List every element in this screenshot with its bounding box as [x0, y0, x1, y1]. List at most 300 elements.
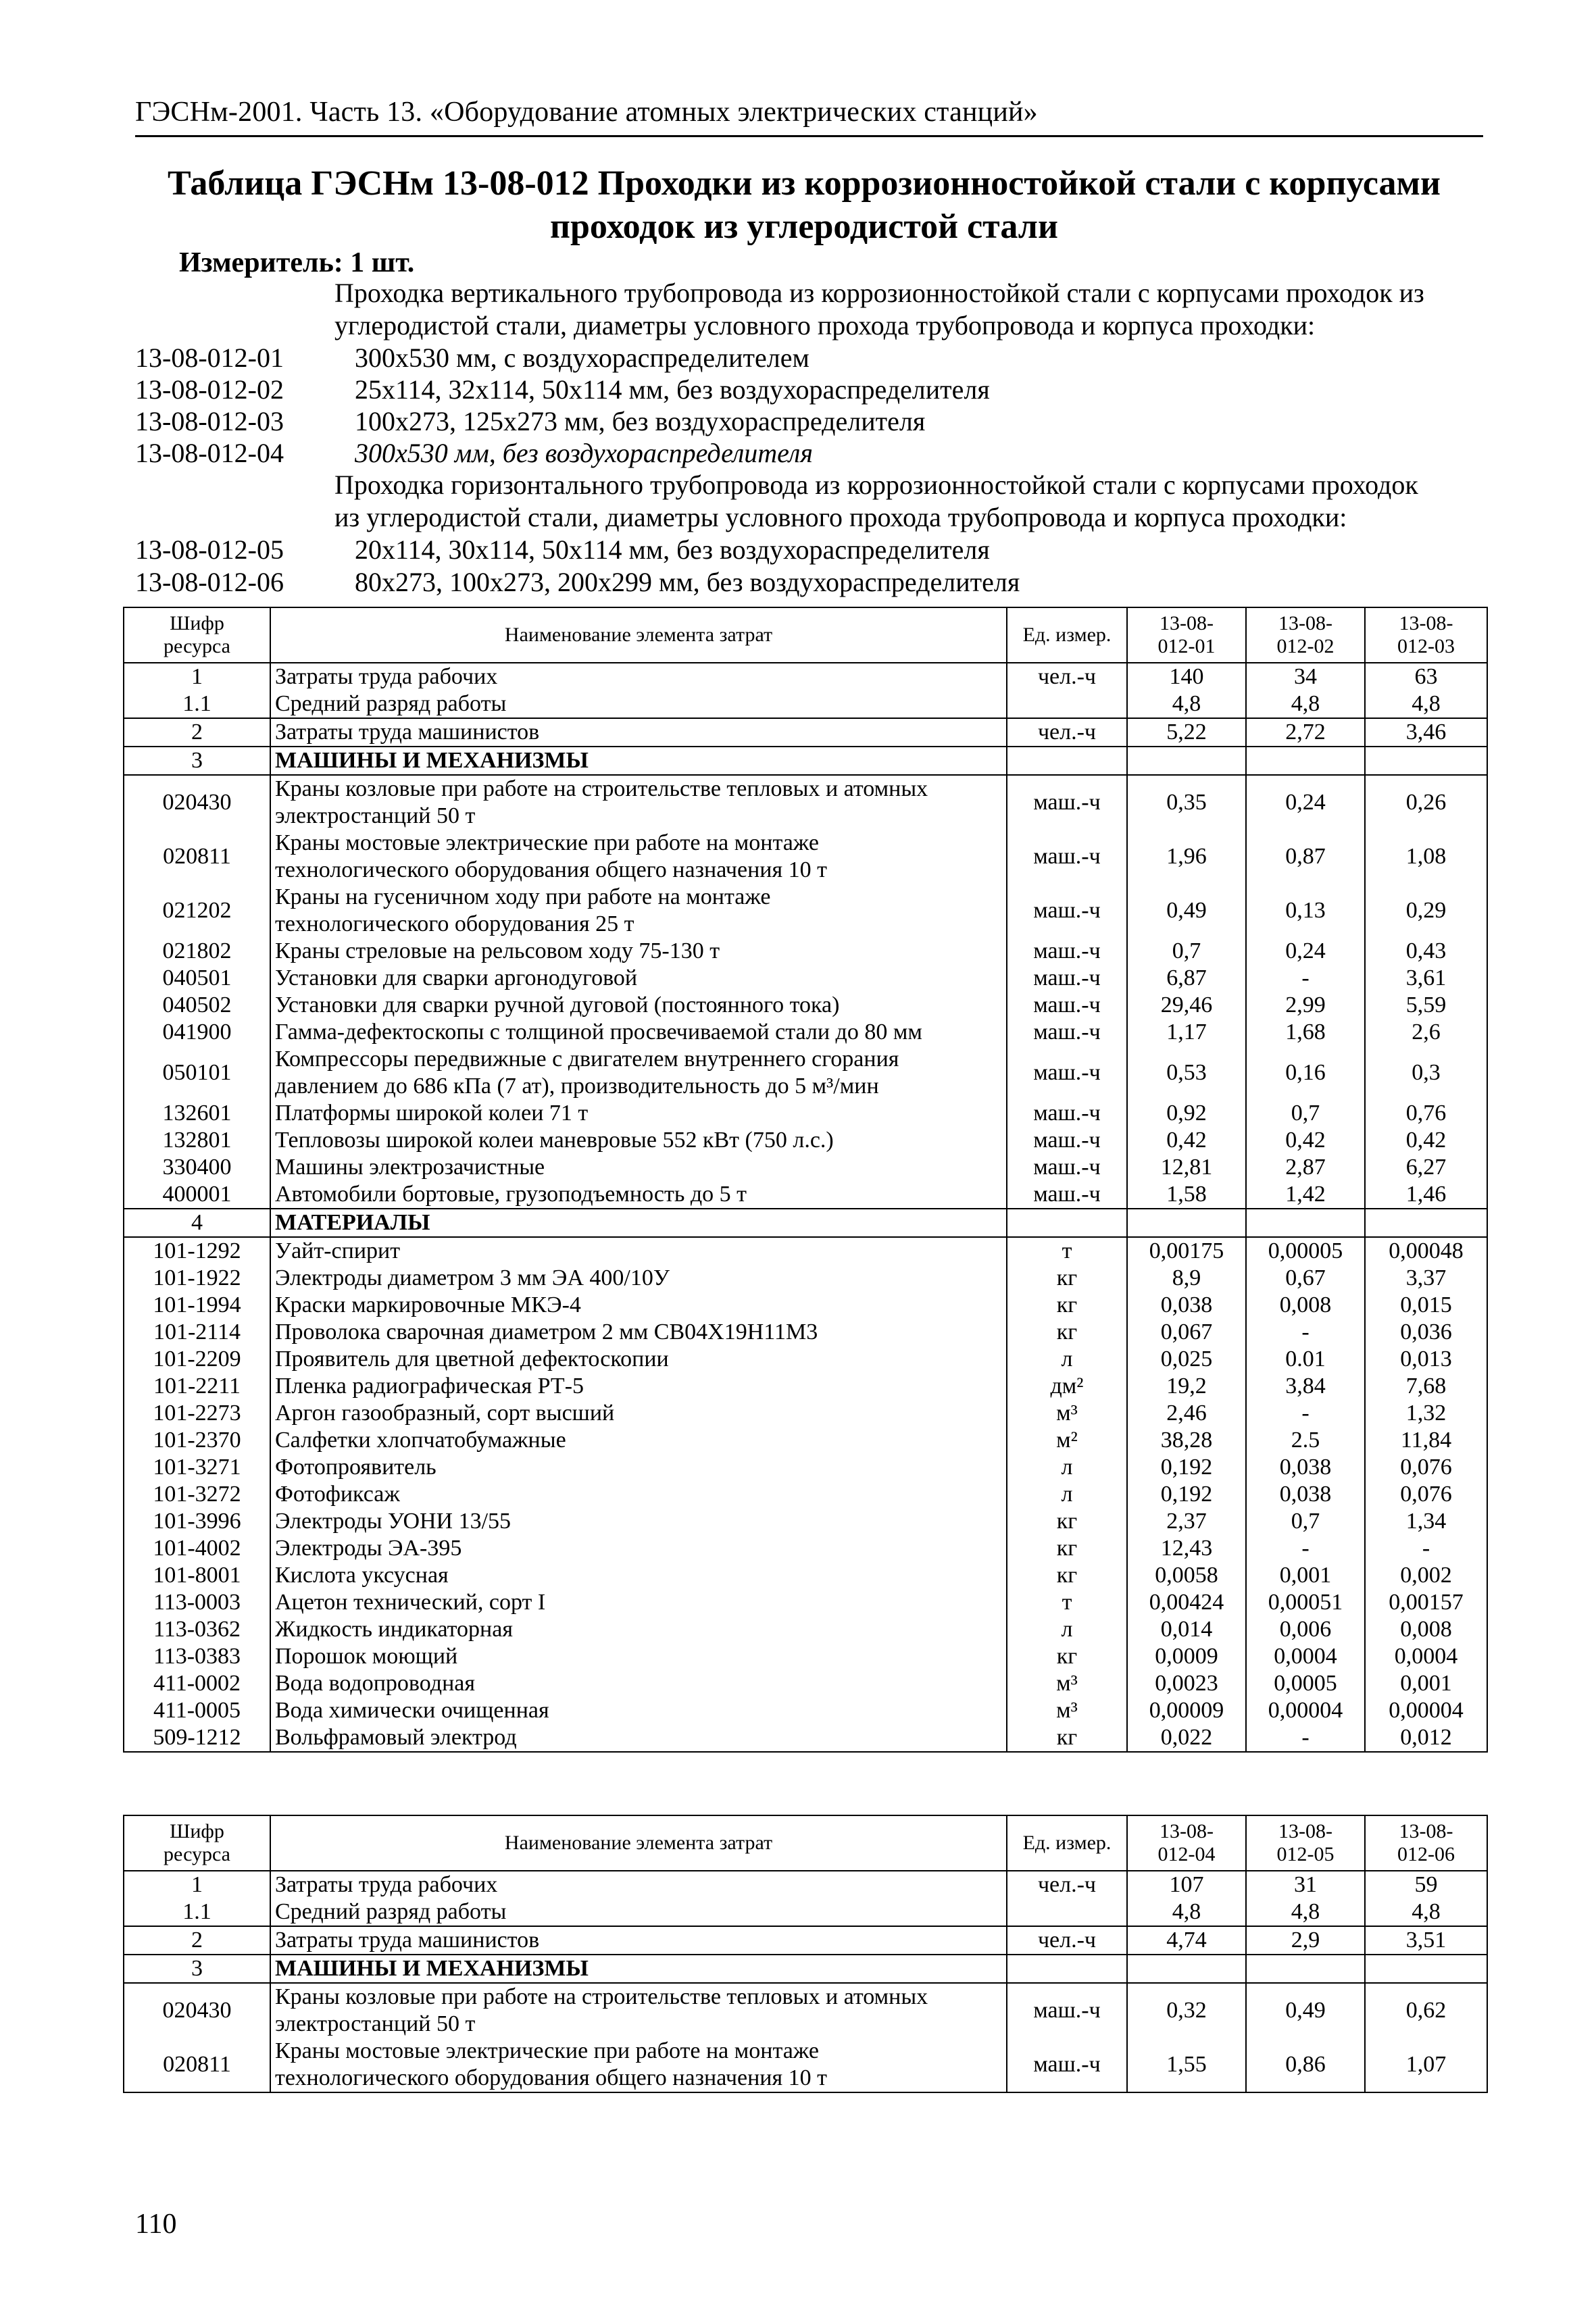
cell-name-text: Тепловозы широкой колеи маневровые 552 кВт (750 л.с.) — [275, 1128, 834, 1153]
cell-name-text: Автомобили бортовые, грузоподъемность до 5 т — [275, 1182, 747, 1207]
cell-value: 0,32 — [1127, 1983, 1246, 2038]
cell-value: 4,8 — [1365, 1898, 1487, 1926]
cell-value: 2,99 — [1246, 992, 1365, 1019]
vertical-description-line1: Проходка вертикального трубопровода из коррозионностойкой стали с корпусами проходок из — [334, 278, 1424, 308]
cell-unit: м³ — [1007, 1670, 1127, 1697]
cell-unit: маш.-ч — [1007, 1046, 1127, 1100]
cell-value: 0,076 — [1365, 1481, 1487, 1508]
cell-value: - — [1246, 1535, 1365, 1562]
measure-unit — [179, 247, 414, 279]
cell-value: 0,87 — [1246, 830, 1365, 884]
cell-unit — [1007, 690, 1127, 718]
cell-value: 0,13 — [1246, 884, 1365, 938]
item-code: 13-08-012-04 — [135, 438, 284, 468]
table-row — [124, 1265, 1487, 1292]
cell-value: 7,68 — [1365, 1373, 1487, 1400]
table-row — [124, 718, 1487, 747]
cell-code: 020811 — [124, 2038, 270, 2092]
cell-value: 0,43 — [1365, 938, 1487, 965]
cell-unit: маш.-ч — [1007, 1100, 1127, 1127]
cell-name — [270, 1508, 1007, 1535]
cell-name-text: Средний разряд работы — [275, 691, 507, 716]
cell-name-text: Платформы широкой колеи 71 т — [275, 1101, 589, 1126]
cell-value — [1365, 1955, 1487, 1983]
horizontal-description-line1: Проходка горизонтального трубопровода из коррозионностойкой стали с корпусами проходок — [334, 470, 1418, 500]
cell-value: 0,002 — [1365, 1562, 1487, 1589]
cell-name — [270, 1983, 1007, 2038]
header-col: 13-08- 012-01 — [1127, 607, 1246, 663]
cell-code: 411-0005 — [124, 1697, 270, 1724]
cell-value: 0,24 — [1246, 938, 1365, 965]
table-row — [124, 1427, 1487, 1454]
cell-unit: кг — [1007, 1643, 1127, 1670]
cell-unit — [1007, 1898, 1127, 1926]
cell-name-text: Компрессоры передвижные с двигателем внутреннего сгорания — [275, 1047, 899, 1072]
cell-value: 4,8 — [1246, 1898, 1365, 1926]
cell-value: 11,84 — [1365, 1427, 1487, 1454]
table-row — [124, 1724, 1487, 1752]
cell-name-text: Гамма-дефектоскопы с толщиной просвечиваемой стали до 80 мм — [275, 1020, 922, 1045]
cell-name — [270, 747, 1007, 775]
cell-value: 3,46 — [1365, 718, 1487, 747]
cell-name-text: Уайт-спирит — [275, 1238, 401, 1263]
cell-value: 12,81 — [1127, 1154, 1246, 1181]
cell-value: 2,46 — [1127, 1400, 1246, 1427]
cell-value: 0,013 — [1365, 1346, 1487, 1373]
cell-name-text-cont: технологического оборудования 25 т — [275, 911, 634, 936]
cell-unit: маш.-ч — [1007, 992, 1127, 1019]
cell-value — [1127, 1209, 1246, 1237]
cell-value: 0,7 — [1246, 1508, 1365, 1535]
cell-unit: т — [1007, 1237, 1127, 1265]
table-row — [124, 1046, 1487, 1100]
cell-name-text: Затраты труда рабочих — [275, 664, 498, 689]
table-row — [124, 830, 1487, 884]
table-row — [124, 1209, 1487, 1237]
cell-value: 3,37 — [1365, 1265, 1487, 1292]
cell-value: 0,014 — [1127, 1616, 1246, 1643]
table-row — [124, 965, 1487, 992]
norms-table-1 — [123, 607, 1488, 1753]
running-header: ГЭСНм-2001. Часть 13. «Оборудование атомных электрических станций» — [135, 97, 1038, 128]
item-text: 300x530 мм, без воздухораспределителя — [355, 438, 813, 468]
cell-name — [270, 1481, 1007, 1508]
cell-unit: маш.-ч — [1007, 775, 1127, 830]
cell-value: 8,9 — [1127, 1265, 1246, 1292]
cell-value: 29,46 — [1127, 992, 1246, 1019]
cell-value: 5,22 — [1127, 718, 1246, 747]
cell-unit: кг — [1007, 1265, 1127, 1292]
measure-value: 1 шт. — [350, 247, 415, 278]
cell-name — [270, 1697, 1007, 1724]
cell-unit: л — [1007, 1616, 1127, 1643]
cell-unit: м³ — [1007, 1697, 1127, 1724]
page-number: 110 — [135, 2209, 177, 2240]
cell-name-text: Затраты труда машинистов — [275, 1928, 540, 1953]
cell-value: 2,37 — [1127, 1508, 1246, 1535]
table-row — [124, 1697, 1487, 1724]
cell-code: 2 — [124, 1926, 270, 1955]
cell-name — [270, 1955, 1007, 1983]
cell-name-text: Салфетки хлопчатобумажные — [275, 1428, 566, 1453]
cell-name — [270, 1589, 1007, 1616]
cell-name — [270, 1019, 1007, 1046]
cell-name-text: Ацетон технический, сорт I — [275, 1590, 546, 1615]
item-code: 13-08-012-02 — [135, 374, 284, 405]
table-row — [124, 1100, 1487, 1127]
cell-value: 2,6 — [1365, 1019, 1487, 1046]
cell-code: 3 — [124, 747, 270, 775]
cell-value: 0,00004 — [1365, 1697, 1487, 1724]
table-row — [124, 747, 1487, 775]
cell-name — [270, 1724, 1007, 1752]
cell-name — [270, 690, 1007, 718]
table-row — [124, 2038, 1487, 2092]
cell-code: 101-2114 — [124, 1319, 270, 1346]
cell-unit: маш.-ч — [1007, 1181, 1127, 1209]
cell-value: 0,24 — [1246, 775, 1365, 830]
cell-name-text: Вода водопроводная — [275, 1671, 475, 1696]
cell-name — [270, 718, 1007, 747]
cell-value: 0,001 — [1246, 1562, 1365, 1589]
table-row — [124, 1373, 1487, 1400]
table-row — [124, 690, 1487, 718]
cell-unit: маш.-ч — [1007, 830, 1127, 884]
header-code: Шифр ресурса — [124, 1815, 270, 1871]
vertical-description-line2: углеродистой стали, диаметры условного прохода трубопровода и корпуса проходки: — [334, 310, 1316, 341]
cell-code: 1 — [124, 663, 270, 690]
cell-name-text: Краны стреловые на рельсовом ходу 75-130 т — [275, 938, 720, 963]
cell-value: 1,58 — [1127, 1181, 1246, 1209]
cell-value: 1,32 — [1365, 1400, 1487, 1427]
cell-value: 0,0005 — [1246, 1670, 1365, 1697]
cell-code: 101-2273 — [124, 1400, 270, 1427]
cell-name — [270, 1209, 1007, 1237]
cell-value: 63 — [1365, 663, 1487, 690]
cell-value: 0,86 — [1246, 2038, 1365, 2092]
cell-value: 4,8 — [1246, 690, 1365, 718]
cell-name-text: МАШИНЫ И МЕХАНИЗМЫ — [275, 748, 589, 773]
cell-name — [270, 1237, 1007, 1265]
cell-name-text-cont: давлением до 686 кПа (7 ат), производительность до 5 м³/мин — [275, 1074, 879, 1099]
cell-value: 31 — [1246, 1871, 1365, 1898]
table-row — [124, 1019, 1487, 1046]
cell-code: 101-2211 — [124, 1373, 270, 1400]
item-code: 13-08-012-01 — [135, 343, 284, 373]
cell-unit: дм² — [1007, 1373, 1127, 1400]
table-title-line1: Таблица ГЭСНм 13-08-012 Проходки из коррозионностойкой стали с корпусами — [168, 164, 1441, 203]
cell-name — [270, 938, 1007, 965]
table-row — [124, 1643, 1487, 1670]
table-row — [124, 884, 1487, 938]
cell-name-text-cont: электростанций 50 т — [275, 2011, 476, 2036]
cell-name — [270, 884, 1007, 938]
cell-code: 411-0002 — [124, 1670, 270, 1697]
cell-name — [270, 775, 1007, 830]
cell-name — [270, 1127, 1007, 1154]
cell-value: 0,192 — [1127, 1481, 1246, 1508]
table-row — [124, 1400, 1487, 1427]
cell-value: 0,42 — [1127, 1127, 1246, 1154]
cell-unit: маш.-ч — [1007, 2038, 1127, 2092]
cell-value: 1,42 — [1246, 1181, 1365, 1209]
cell-value: 0,192 — [1127, 1454, 1246, 1481]
cell-value: 1,34 — [1365, 1508, 1487, 1535]
cell-code: 021802 — [124, 938, 270, 965]
cell-value — [1246, 1955, 1365, 1983]
cell-value: 0,26 — [1365, 775, 1487, 830]
cell-name-text: Краски маркировочные МКЭ-4 — [275, 1292, 581, 1317]
cell-value: 4,8 — [1365, 690, 1487, 718]
cell-value: 0,49 — [1246, 1983, 1365, 2038]
table-row — [124, 775, 1487, 830]
cell-name-text: Средний разряд работы — [275, 1899, 507, 1924]
cell-name — [270, 1100, 1007, 1127]
table-row — [124, 1871, 1487, 1898]
cell-name — [270, 965, 1007, 992]
cell-name-text: Пленка радиографическая РТ-5 — [275, 1374, 584, 1399]
cell-value: 0,067 — [1127, 1319, 1246, 1346]
cell-value: 0,038 — [1127, 1292, 1246, 1319]
cell-name — [270, 1181, 1007, 1209]
table-row — [124, 1181, 1487, 1209]
header-name: Наименование элемента затрат — [270, 607, 1007, 663]
cell-value: 59 — [1365, 1871, 1487, 1898]
cell-value: 1,08 — [1365, 830, 1487, 884]
cell-code: 040502 — [124, 992, 270, 1019]
cell-value: 19,2 — [1127, 1373, 1246, 1400]
cell-unit: чел.-ч — [1007, 1926, 1127, 1955]
cell-name-text: Проволока сварочная диаметром 2 мм СВ04Х19Н11М3 — [275, 1319, 818, 1344]
cell-value: 0,076 — [1365, 1454, 1487, 1481]
cell-name-text: Краны на гусеничном ходу при работе на монтаже — [275, 884, 771, 909]
cell-value: 0,00048 — [1365, 1237, 1487, 1265]
item-text: 80x273, 100x273, 200x299 мм, без воздухораспределителя — [355, 567, 1020, 597]
cell-name — [270, 1871, 1007, 1898]
cell-value: 4,8 — [1127, 690, 1246, 718]
cell-value: 0,015 — [1365, 1292, 1487, 1319]
table-row — [124, 1237, 1487, 1265]
cell-name-text: Электроды ЭА-395 — [275, 1536, 462, 1561]
cell-unit — [1007, 747, 1127, 775]
table-title-line2: проходок из углеродистой стали — [550, 207, 1058, 246]
cell-value: 0,92 — [1127, 1100, 1246, 1127]
cell-code: 113-0362 — [124, 1616, 270, 1643]
cell-name-text: Кислота уксусная — [275, 1563, 449, 1588]
cell-value — [1246, 747, 1365, 775]
cell-value: 0,012 — [1365, 1724, 1487, 1752]
cell-unit: маш.-ч — [1007, 884, 1127, 938]
table-row — [124, 1454, 1487, 1481]
cell-code: 021202 — [124, 884, 270, 938]
cell-name — [270, 830, 1007, 884]
table-row — [124, 1670, 1487, 1697]
cell-value: 0,29 — [1365, 884, 1487, 938]
cell-value: 2.5 — [1246, 1427, 1365, 1454]
cell-unit: л — [1007, 1481, 1127, 1508]
cell-value: 0,42 — [1246, 1127, 1365, 1154]
cell-name-text: Затраты труда рабочих — [275, 1872, 498, 1897]
cell-name — [270, 1926, 1007, 1955]
table-title — [122, 162, 1487, 249]
header-col: 13-08- 012-02 — [1246, 607, 1365, 663]
cell-value: 0,0004 — [1246, 1643, 1365, 1670]
cell-value: 4,74 — [1127, 1926, 1246, 1955]
cell-value: 0,022 — [1127, 1724, 1246, 1752]
cell-value: 0,008 — [1246, 1292, 1365, 1319]
cell-value: 0.01 — [1246, 1346, 1365, 1373]
cell-unit: кг — [1007, 1508, 1127, 1535]
cell-value: 3,61 — [1365, 965, 1487, 992]
table-row — [124, 663, 1487, 690]
cell-name-text: Машины электрозачистные — [275, 1155, 545, 1180]
cell-value: 2,9 — [1246, 1926, 1365, 1955]
cell-unit: м² — [1007, 1427, 1127, 1454]
cell-code: 2 — [124, 718, 270, 747]
cell-name — [270, 1898, 1007, 1926]
item-text: 100x273, 125x273 мм, без воздухораспределителя — [355, 406, 926, 436]
cell-value: 6,27 — [1365, 1154, 1487, 1181]
cell-name-text: Фотофиксаж — [275, 1482, 400, 1507]
cell-name — [270, 1670, 1007, 1697]
header-col: 13-08- 012-04 — [1127, 1815, 1246, 1871]
cell-name — [270, 992, 1007, 1019]
cell-value: 0,35 — [1127, 775, 1246, 830]
cell-code: 101-1922 — [124, 1265, 270, 1292]
table-row — [124, 1983, 1487, 2038]
cell-name-text: Проявитель для цветной дефектоскопии — [275, 1347, 669, 1372]
cell-name-text: Краны козловые при работе на строительстве тепловых и атомных — [275, 776, 928, 801]
header-unit: Ед. измер. — [1007, 607, 1127, 663]
cell-unit: маш.-ч — [1007, 965, 1127, 992]
norms-table-2 — [123, 1815, 1488, 2093]
cell-code: 020430 — [124, 775, 270, 830]
cell-name — [270, 1616, 1007, 1643]
cell-value — [1246, 1209, 1365, 1237]
cell-unit: кг — [1007, 1535, 1127, 1562]
table-row — [124, 1535, 1487, 1562]
cell-name — [270, 1400, 1007, 1427]
cell-code: 101-3272 — [124, 1481, 270, 1508]
cell-value: 0,0009 — [1127, 1643, 1246, 1670]
cell-name — [270, 1046, 1007, 1100]
cell-name — [270, 1292, 1007, 1319]
cell-value: 0,00004 — [1246, 1697, 1365, 1724]
cell-name — [270, 1373, 1007, 1400]
cell-name-text: Электроды диаметром 3 мм ЭА 400/10У — [275, 1265, 670, 1290]
cell-value: 1,55 — [1127, 2038, 1246, 2092]
horizontal-description-line2: из углеродистой стали, диаметры условного прохода трубопровода и корпуса проходки: — [334, 502, 1347, 532]
cell-value — [1127, 1955, 1246, 1983]
cell-value: 1,68 — [1246, 1019, 1365, 1046]
cell-unit: маш.-ч — [1007, 1019, 1127, 1046]
cell-value: 0,62 — [1365, 1983, 1487, 2038]
cell-name-text-cont: технологического оборудования общего назначения 10 т — [275, 857, 827, 882]
cell-value: 0,00009 — [1127, 1697, 1246, 1724]
cell-name-text: Электроды УОНИ 13/55 — [275, 1509, 512, 1534]
item-text: 20x114, 30x114, 50x114 мм, без воздухораспределителя — [355, 534, 990, 565]
vertical-description — [334, 277, 1424, 342]
cell-value: 1,96 — [1127, 830, 1246, 884]
cell-value: 0,7 — [1127, 938, 1246, 965]
cell-code: 330400 — [124, 1154, 270, 1181]
cell-unit — [1007, 1209, 1127, 1237]
cell-unit: маш.-ч — [1007, 1154, 1127, 1181]
cell-value: 0,53 — [1127, 1046, 1246, 1100]
header-col: 13-08- 012-06 — [1365, 1815, 1487, 1871]
cell-code: 101-2370 — [124, 1427, 270, 1454]
cell-name-text: Установки для сварки аргонодуговой — [275, 965, 638, 990]
cell-name — [270, 1265, 1007, 1292]
horizontal-description — [334, 469, 1418, 534]
cell-name-text: Затраты труда машинистов — [275, 720, 540, 745]
cell-value: 1,17 — [1127, 1019, 1246, 1046]
header-name: Наименование элемента затрат — [270, 1815, 1007, 1871]
cell-unit: кг — [1007, 1724, 1127, 1752]
table-row — [124, 1955, 1487, 1983]
cell-value: 0,00175 — [1127, 1237, 1246, 1265]
cell-value: 38,28 — [1127, 1427, 1246, 1454]
measure-label: Измеритель: — [179, 247, 343, 278]
cell-value: - — [1246, 1319, 1365, 1346]
cell-value — [1127, 747, 1246, 775]
cell-name-text: Вольфрамовый электрод — [275, 1725, 517, 1750]
cell-name — [270, 1319, 1007, 1346]
cell-name-text: Краны козловые при работе на строительстве тепловых и атомных — [275, 1984, 928, 2009]
cell-value: 0,0023 — [1127, 1670, 1246, 1697]
cell-name — [270, 1154, 1007, 1181]
cell-value — [1365, 1209, 1487, 1237]
cell-code: 020430 — [124, 1983, 270, 2038]
header-unit: Ед. измер. — [1007, 1815, 1127, 1871]
table-row — [124, 1589, 1487, 1616]
cell-value: 1,07 — [1365, 2038, 1487, 2092]
cell-name-text: Фотопроявитель — [275, 1455, 437, 1480]
item-text: 25x114, 32x114, 50x114 мм, без воздухораспределителя — [355, 374, 990, 405]
cell-value: 0,001 — [1365, 1670, 1487, 1697]
cell-unit: чел.-ч — [1007, 663, 1127, 690]
table-row — [124, 1127, 1487, 1154]
table-row — [124, 1319, 1487, 1346]
cell-value: 4,8 — [1127, 1898, 1246, 1926]
cell-name-text: Вода химически очищенная — [275, 1698, 549, 1723]
cell-code: 101-8001 — [124, 1562, 270, 1589]
table-row — [124, 1508, 1487, 1535]
cell-name-text: Установки для сварки ручной дуговой (постоянного тока) — [275, 992, 840, 1017]
cell-value: 0,036 — [1365, 1319, 1487, 1346]
cell-value: 0,3 — [1365, 1046, 1487, 1100]
cell-name-text: МАТЕРИАЛЫ — [275, 1210, 430, 1235]
cell-value: 0,0004 — [1365, 1643, 1487, 1670]
cell-code: 101-3271 — [124, 1454, 270, 1481]
cell-code: 113-0003 — [124, 1589, 270, 1616]
cell-code: 1 — [124, 1871, 270, 1898]
table-row — [124, 1481, 1487, 1508]
cell-name — [270, 1427, 1007, 1454]
cell-code: 101-3996 — [124, 1508, 270, 1535]
cell-value: 0,00051 — [1246, 1589, 1365, 1616]
cell-value: 0,00157 — [1365, 1589, 1487, 1616]
table-row — [124, 938, 1487, 965]
cell-name-text: Аргон газообразный, сорт высший — [275, 1401, 615, 1426]
cell-value: 2,87 — [1246, 1154, 1365, 1181]
table-row — [124, 1154, 1487, 1181]
cell-code: 113-0383 — [124, 1643, 270, 1670]
cell-unit: кг — [1007, 1292, 1127, 1319]
cell-unit: чел.-ч — [1007, 1871, 1127, 1898]
cell-value: 6,87 — [1127, 965, 1246, 992]
cell-value: 0,42 — [1365, 1127, 1487, 1154]
